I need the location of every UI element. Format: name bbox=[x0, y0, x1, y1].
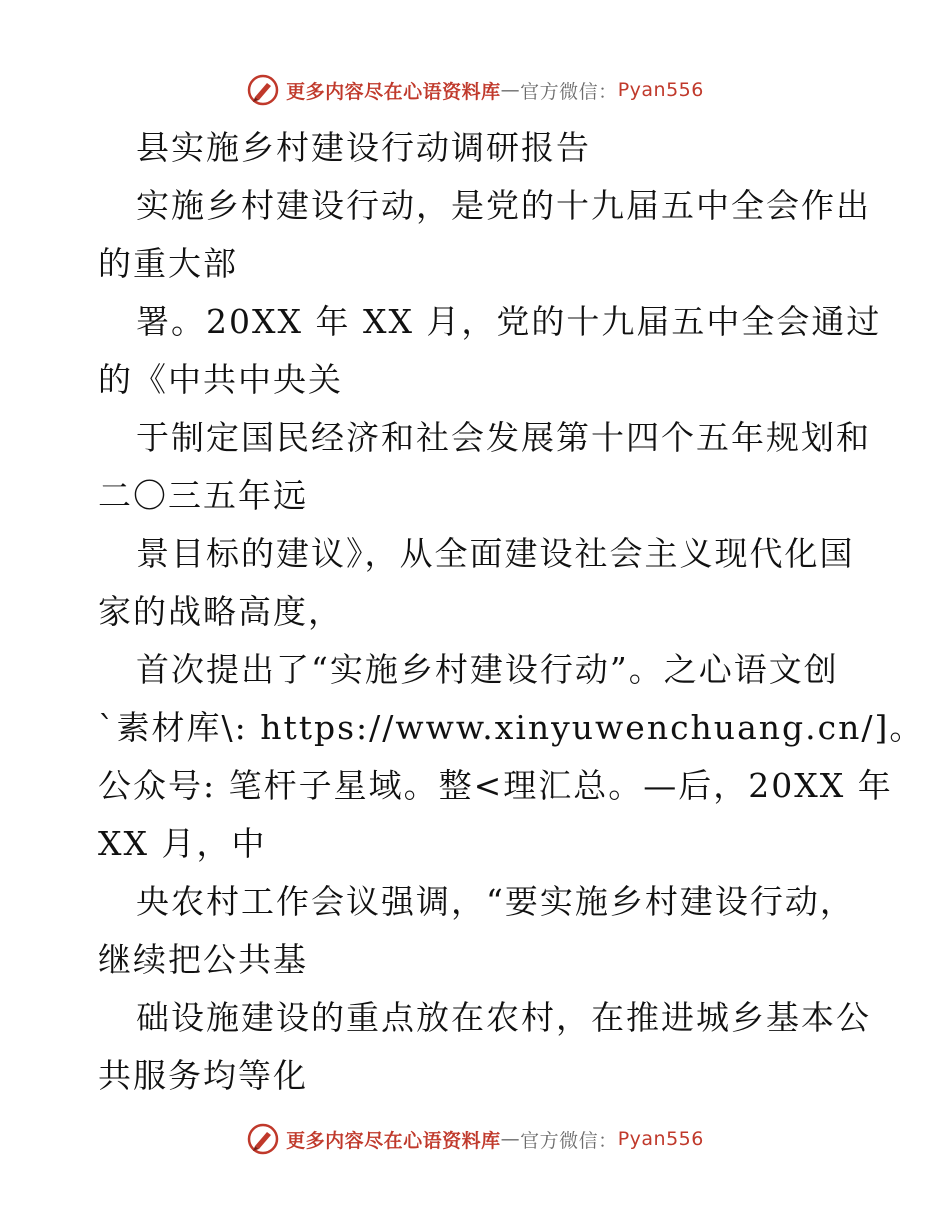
paragraph-line: 央农村工作会议强调，“要实施乡村建设行动， bbox=[136, 882, 855, 921]
footer-banner-main: 更多内容尽在心语资料库 bbox=[286, 1129, 501, 1152]
pen-seal-logo-icon bbox=[246, 1122, 280, 1156]
paragraph-line: 公众号: 笔杆子星域。整<理汇总。—后，20XX 年 bbox=[98, 766, 893, 805]
footer-banner-separator: — bbox=[500, 1128, 521, 1150]
footer-banner-account: Pyan556 bbox=[617, 1128, 704, 1150]
paragraph-line: 继续把公共基 bbox=[98, 940, 308, 979]
paragraph-line: 的《中共中央关 bbox=[98, 360, 343, 399]
header-banner bbox=[0, 70, 950, 110]
paragraph-line: 实施乡村建设行动，是党的十九届五中全会作出 bbox=[136, 186, 871, 225]
paragraph-line: 础设施建设的重点放在农村，在推进城乡基本公 bbox=[136, 998, 871, 1037]
document-body bbox=[98, 119, 925, 1105]
header-banner-account: Pyan556 bbox=[617, 79, 704, 101]
paragraph-line: 家的战略高度， bbox=[98, 592, 343, 631]
paragraph-line: `素材库\: https://www.xinyuwenchuang.cn/]。 bbox=[98, 708, 925, 747]
paragraph-line: 二〇三五年远 bbox=[98, 476, 308, 515]
document-title: 县实施乡村建设行动调研报告 bbox=[136, 128, 591, 167]
paragraph-line: 首次提出了“实施乡村建设行动”。之心语文创 bbox=[136, 650, 839, 689]
paragraph-line: 署。20XX 年 XX 月，党的十九届五中全会通过 bbox=[136, 302, 882, 341]
header-banner-main: 更多内容尽在心语资料库 bbox=[286, 80, 501, 103]
pen-seal-logo-icon bbox=[246, 73, 280, 107]
header-banner-sub: 官方微信： bbox=[520, 80, 618, 103]
footer-banner-sub: 官方微信： bbox=[520, 1129, 618, 1152]
footer-banner bbox=[0, 1119, 950, 1159]
paragraph-line: 景目标的建议》，从全面建设社会主义现代化国 bbox=[136, 534, 855, 573]
header-banner-separator: — bbox=[500, 79, 521, 101]
paragraph-line: 共服务均等化 bbox=[98, 1056, 308, 1095]
paragraph-line: XX 月，中 bbox=[98, 824, 267, 863]
paragraph-line: 的重大部 bbox=[98, 244, 238, 283]
paragraph-line: 于制定国民经济和社会发展第十四个五年规划和 bbox=[136, 418, 871, 457]
